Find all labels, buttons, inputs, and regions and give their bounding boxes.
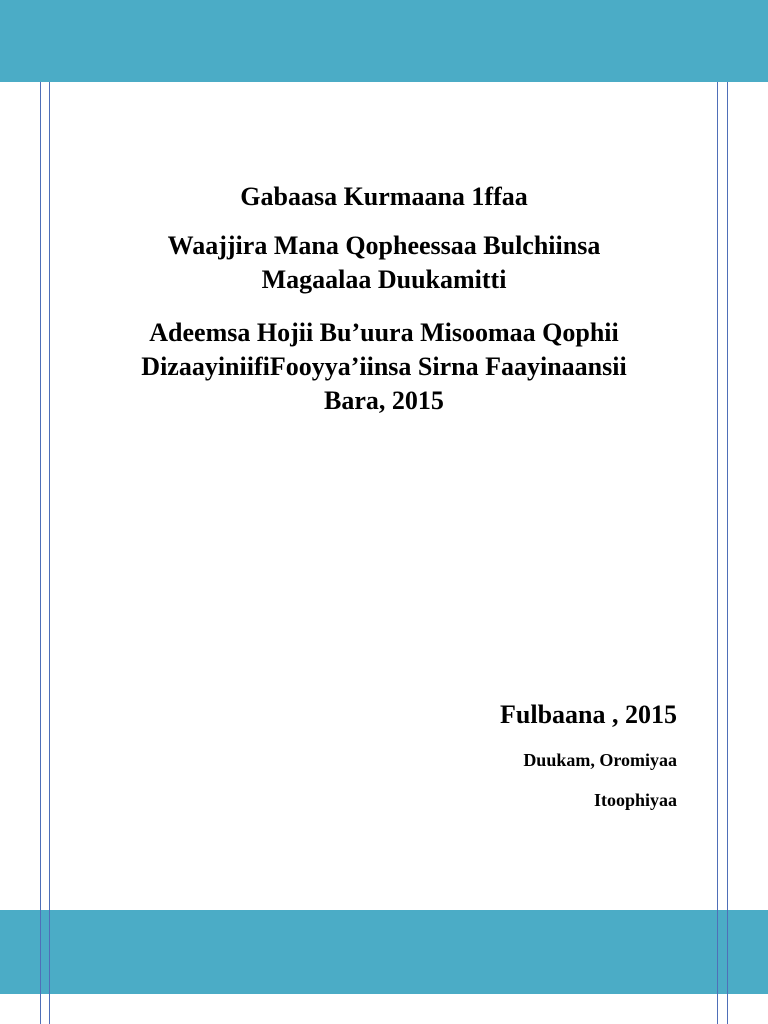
right-border-outer-line — [727, 82, 728, 1024]
report-subject — [60, 316, 708, 418]
office-name — [60, 229, 708, 297]
report-date: Fulbaana , 2015 — [500, 700, 677, 729]
top-color-band — [0, 0, 768, 82]
report-city: Duukam, Oromiyaa — [523, 750, 677, 770]
report-subject-line-1: Adeemsa Hojii Bu’uura Misoomaa Qophii — [149, 318, 619, 347]
bottom-color-band — [0, 910, 768, 994]
office-name-line-1: Waajjira Mana Qopheessaa Bulchiinsa — [167, 231, 601, 260]
report-title — [60, 180, 708, 214]
report-country: Itoophiyaa — [593, 790, 677, 810]
left-border-outer-line — [40, 82, 41, 1024]
report-subject-line-2: DizaayiniifiFooyya’iinsa Sirna Faayinaansii — [141, 352, 627, 381]
office-name-line-2: Magaalaa Duukamitti — [261, 265, 507, 294]
right-border-inner-line — [717, 82, 718, 1024]
left-border-inner-line — [49, 82, 50, 1024]
report-subject-line-3: Bara, 2015 — [324, 386, 444, 415]
report-title-text: Gabaasa Kurmaana 1ffaa — [240, 182, 528, 211]
